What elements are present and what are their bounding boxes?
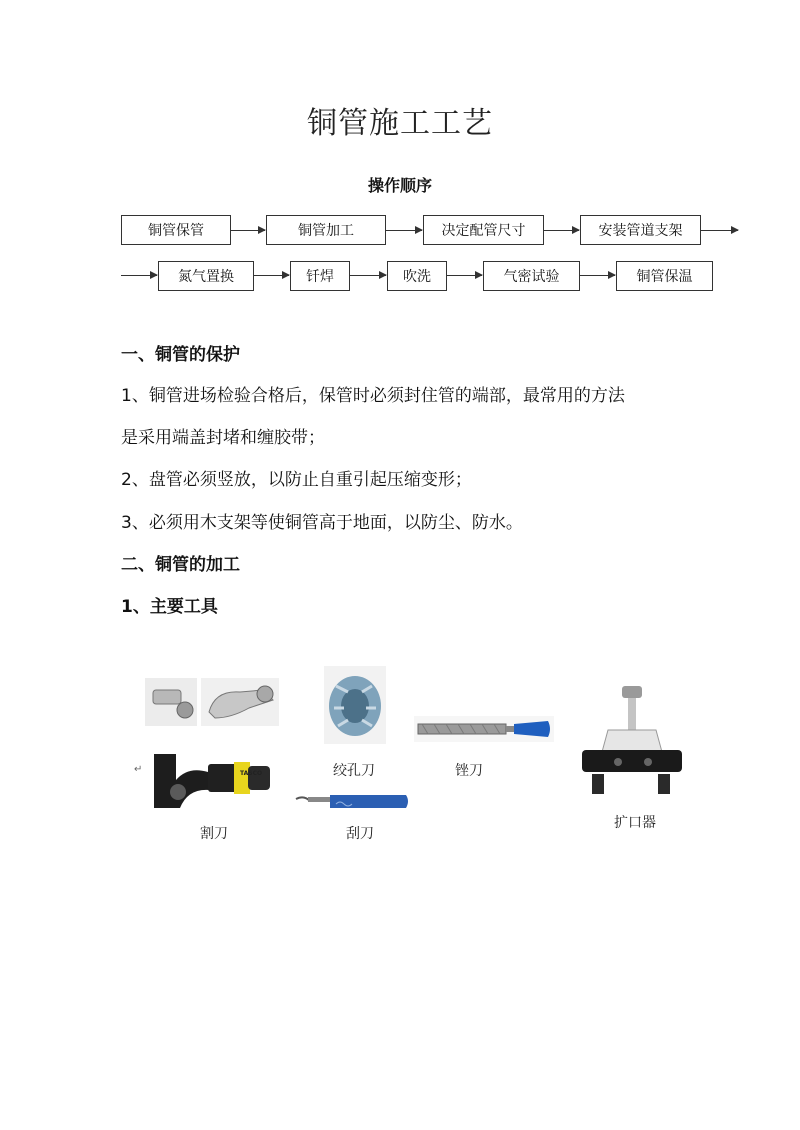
subsection-heading: 1、主要工具 [121,597,218,617]
tool-caption-cutter: 割刀 [200,826,228,842]
scraper-image [292,793,410,815]
section-heading: 一、铜管的保护 [121,345,240,365]
tool-caption-reamer: 绞孔刀 [333,763,375,779]
tool-caption-file: 锉刀 [455,763,483,779]
paragraph: 是采用端盖封堵和缠胶带； [121,428,325,448]
flow-step-5: 氮气置换 [158,261,254,291]
tool-caption-scraper: 刮刀 [346,826,374,842]
flow-step-3: 决定配管尺寸 [423,215,544,245]
flow-step-1: 铜管保管 [121,215,231,245]
paragraph: 1、铜管进场检验合格后，保管时必须封住管的端部，最常用的方法 [121,386,625,406]
paragraph: 2、盘管必须竖放，以防止自重引起压缩变形； [121,470,472,490]
section-heading: 二、铜管的加工 [121,555,240,575]
flow-arrow [580,275,615,276]
flow-arrow [701,230,738,231]
mini-cutter-photo [145,678,280,728]
flow-arrow [231,230,265,231]
flow-step-8: 气密试验 [483,261,580,291]
flow-step-6: 钎焊 [290,261,350,291]
flow-step-9: 铜管保温 [616,261,713,291]
page-title: 铜管施工工艺 [307,106,493,141]
flow-arrow [254,275,289,276]
flow-step-4: 安装管道支架 [580,215,701,245]
flow-arrow [544,230,579,231]
flow-arrow [121,275,157,276]
paragraph: 3、必须用木支架等使铜管高于地面，以防尘、防水。 [121,513,523,533]
tube-cutter-image [148,750,273,810]
brand-label: TASCO [240,770,263,777]
flow-subtitle: 操作顺序 [367,176,432,195]
paragraph-mark-icon: ↵ [134,764,143,775]
flow-arrow [350,275,386,276]
flaring-tool-image [578,682,688,800]
flow-arrow [447,275,482,276]
reamer-image [324,666,386,744]
flow-step-7: 吹洗 [387,261,447,291]
file-image [414,716,554,742]
tool-caption-flaring: 扩口器 [614,815,656,831]
flow-arrow [386,230,422,231]
flow-step-2: 铜管加工 [266,215,386,245]
